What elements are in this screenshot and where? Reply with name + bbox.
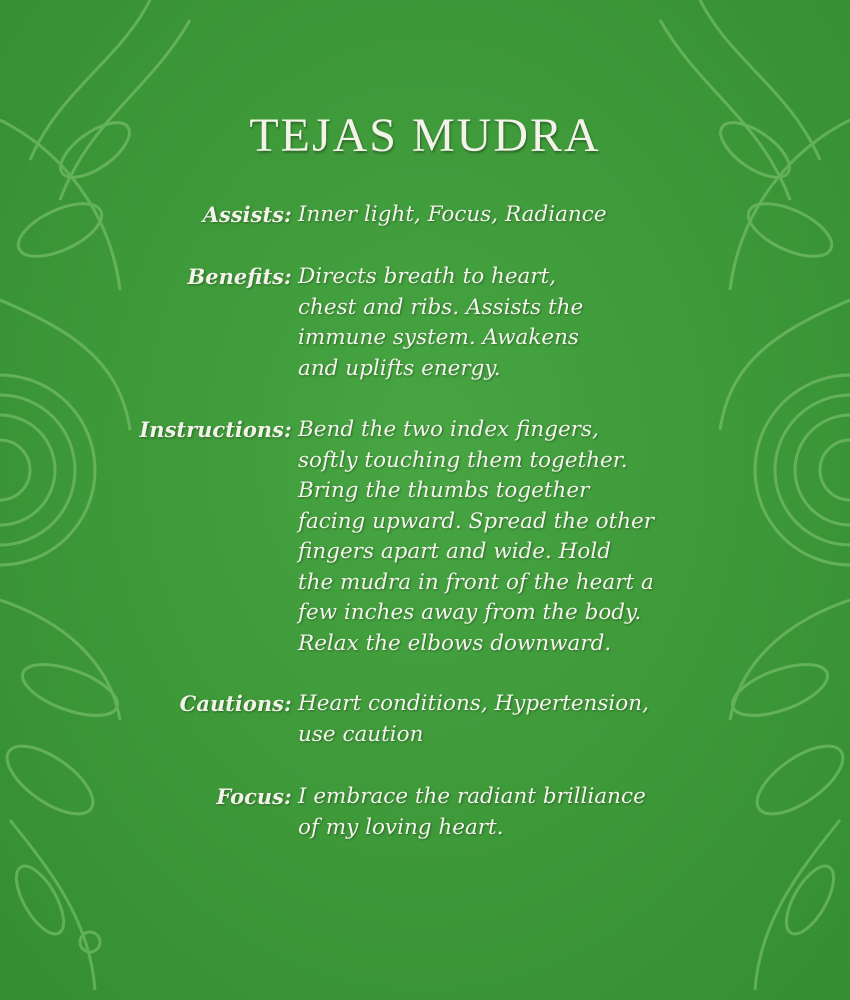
value-line: Bend the two index fingers, [298, 417, 599, 442]
value-line: softly touching them together. [298, 447, 628, 473]
section-label: Instructions [139, 417, 284, 442]
section-label: Benefits [187, 264, 284, 289]
section-value [298, 200, 738, 231]
value-line: fingers apart and wide. Hold [298, 539, 611, 564]
section-label: Assists [202, 202, 284, 227]
section-value [298, 782, 738, 843]
value-line: of my loving heart. [298, 814, 504, 840]
value-line: Heart conditions, Hypertension, [298, 691, 649, 716]
section-colon: : [284, 691, 292, 716]
value-line: and uplifts energy. [298, 355, 501, 381]
value-line: chest and ribs. Assists the [298, 294, 584, 320]
value-line: immune system. Awakens [298, 325, 579, 350]
value-line: Inner light, Focus, Radiance [298, 202, 607, 227]
section-colon: : [284, 417, 292, 442]
section-value [298, 415, 738, 659]
section-value [298, 262, 738, 384]
value-line: Directs breath to heart, [298, 264, 557, 289]
section-colon: : [284, 264, 292, 289]
value-line: use caution [298, 721, 424, 747]
value-line: few inches away from the body. [298, 600, 642, 625]
section-colon: : [284, 202, 292, 227]
section-colon: : [284, 784, 292, 809]
value-line: I embrace the radiant brilliance [298, 784, 646, 809]
section-value [298, 689, 738, 750]
card-title: TEJAS MUDRA [249, 109, 601, 162]
value-line: Bring the thumbs together [298, 478, 590, 503]
section-label: Cautions [179, 691, 284, 716]
value-line: Relax the elbows downward. [298, 630, 612, 656]
section-label: Focus [216, 784, 284, 809]
value-line: facing upward. Spread the other [298, 508, 655, 534]
value-line: the mudra in front of the heart a [298, 569, 654, 595]
